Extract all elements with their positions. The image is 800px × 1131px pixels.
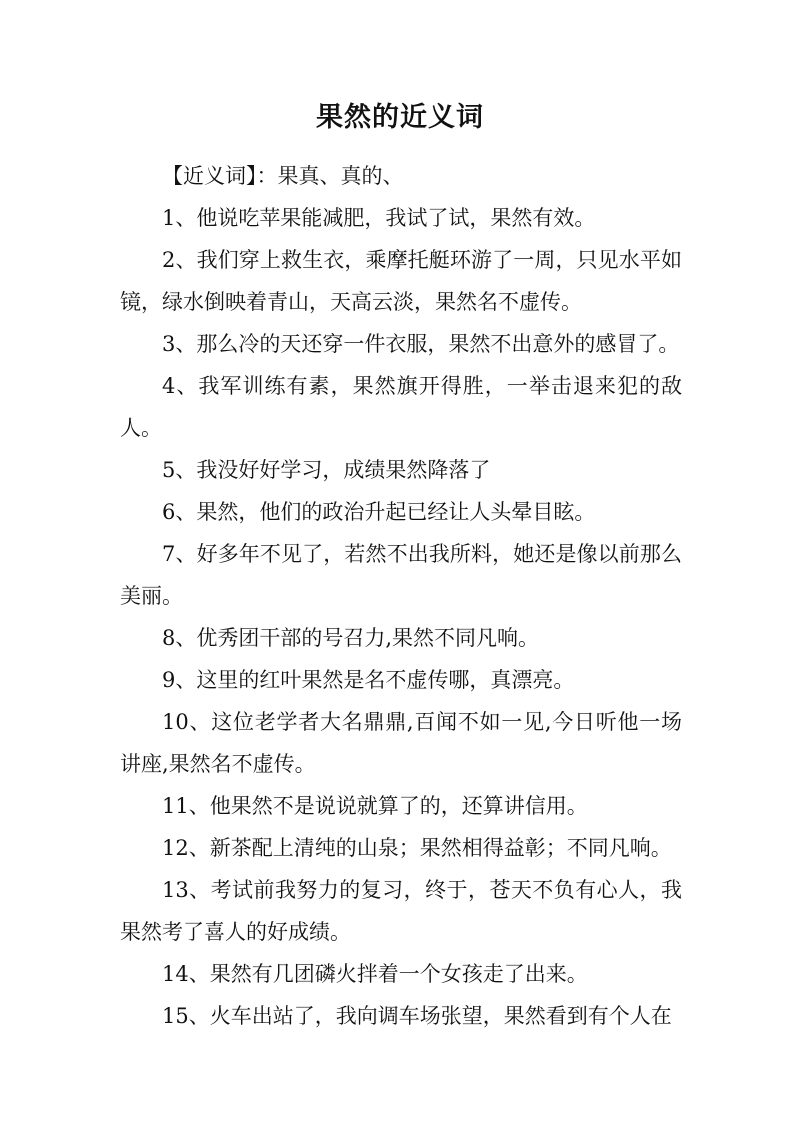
paragraph-example-8: 8、优秀团干部的号召力,果然不同凡响。 (162, 626, 540, 650)
paragraph-example-9: 9、这里的红叶果然是名不虚传哪，真漂亮。 (162, 668, 575, 692)
paragraph-synonyms: 【近义词】：果真、真的、 (162, 164, 404, 188)
paragraph-example-7: 7、好多年不见了，若然不出我所料，她还是像以前那么美丽。 (120, 542, 682, 608)
paragraph-example-3: 3、那么冷的天还穿一件衣服，果然不出意外的感冒了。 (162, 332, 680, 356)
document-title: 果然的近义词 (316, 102, 484, 133)
paragraph-example-4: 4、我军训练有素，果然旗开得胜，一举击退来犯的敌人。 (120, 374, 682, 440)
document-body (120, 155, 682, 1037)
paragraph-example-15: 15、火车出站了，我向调车场张望，果然看到有个人在 (162, 1004, 672, 1028)
paragraph-example-6: 6、果然，他们的政治升起已经让人头晕目眩。 (162, 500, 596, 524)
paragraph-example-11: 11、他果然不是说说就算了的，还算讲信用。 (162, 794, 588, 818)
paragraph-example-14: 14、果然有几团磷火拌着一个女孩走了出来。 (162, 962, 588, 986)
paragraph-example-2: 2、我们穿上救生衣，乘摩托艇环游了一周，只见水平如镜，绿水倒映着青山，天高云淡，果然名不虚传。 (120, 248, 682, 314)
paragraph-example-5: 5、我没好好学习，成绩果然降落了 (162, 458, 491, 482)
paragraph-example-10: 10、这位老学者大名鼎鼎,百闻不如一见,今日听他一场讲座,果然名不虚传。 (120, 710, 682, 776)
paragraph-example-13: 13、考试前我努力的复习，终于，苍天不负有心人，我果然考了喜人的好成绩。 (120, 878, 682, 944)
paragraph-example-12: 12、新茶配上清纯的山泉；果然相得益彰；不同凡响。 (162, 836, 672, 860)
paragraph-example-1: 1、他说吃苹果能减肥，我试了试，果然有效。 (162, 206, 596, 230)
